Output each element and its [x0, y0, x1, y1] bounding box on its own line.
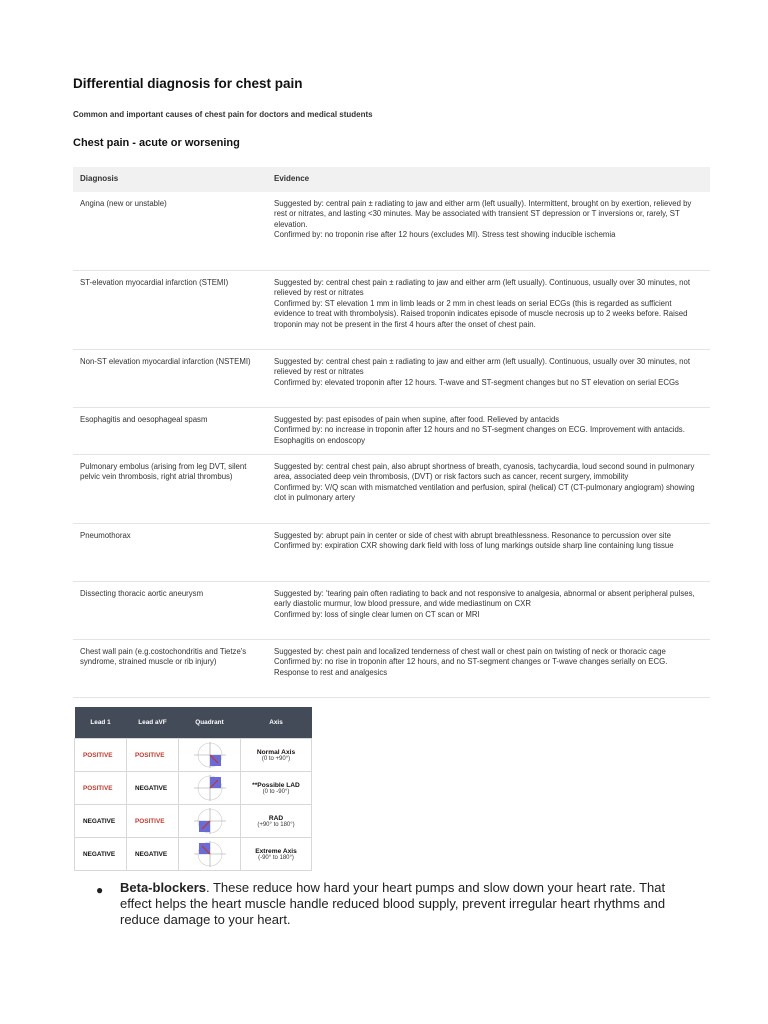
table-row	[73, 271, 710, 350]
axis-result	[241, 838, 312, 871]
evidence-suggested: Suggested by: abrupt pain in center or side of chest with abrupt breathlessness. Resonance to percussion over site	[274, 531, 672, 540]
avf-header: Lead aVF	[127, 707, 179, 739]
axis-header: Axis	[241, 707, 312, 739]
diagnosis-cell: Angina (new or unstable)	[73, 192, 267, 271]
axis-name: **Possible LAD	[252, 781, 300, 789]
diagnosis-cell: Pulmonary embolus (arising from leg DVT, silent pelvic vein thrombosis, right atrial thrombus)	[73, 455, 267, 524]
axis-name: Normal Axis	[256, 748, 296, 756]
axis-range: (+90° to 180°)	[257, 821, 295, 828]
axis-range: (0 to -90°)	[262, 788, 290, 795]
evidence-confirmed: Confirmed by: elevated troponin after 12 hours. T-wave and ST-segment changes but no ST elevation on serial ECGs	[274, 377, 679, 387]
page-subtitle: Common and important causes of chest pain for doctors and medical students	[73, 110, 373, 119]
bullet-text	[120, 880, 700, 928]
quadrant-diagram-icon	[179, 805, 241, 838]
diagnosis-cell: Chest wall pain (e.g.costochondritis and Tietze's syndrome, strained muscle or rib injury)	[73, 640, 267, 698]
axis-row	[75, 805, 312, 838]
evidence-suggested: Suggested by: central chest pain ± radiating to jaw and either arm (left usually). Continuous, usually over 30 minutes, not relieved by rest or nitrates	[274, 278, 691, 298]
axis-header-row	[75, 707, 312, 739]
table-row	[73, 350, 710, 408]
evidence-confirmed: Confirmed by: V/Q scan with mismatched ventilation and perfusion, spiral (helical) CT (CT-pulmonary angiogram) showing clot in pulmonary artery	[274, 482, 695, 503]
diagnosis-cell: Dissecting thoracic aortic aneurysm	[73, 582, 267, 640]
evidence-suggested: Suggested by: chest pain and localized tenderness of chest wall or chest pain on twisting of neck or thoracic cage	[274, 647, 666, 656]
evidence-confirmed: Confirmed by: ST elevation 1 mm in limb leads or 2 mm in chest leads on serial ECGs (this is regarded as sufficient evidence to treat with thrombolysis). Raised troponin indicates episode of muscle necrosis up to 2 weeks before. Raised troponin may not be present in the first 4 hours after the onset of chest pain.	[274, 298, 688, 329]
evidence-cell	[267, 455, 710, 524]
table-row	[73, 640, 710, 698]
diagnosis-header: Diagnosis	[73, 167, 267, 192]
axis-row	[75, 772, 312, 805]
evidence-confirmed: Confirmed by: no troponin rise after 12 hours (excludes MI). Stress test showing inducible ischemia	[274, 230, 616, 240]
evidence-confirmed: Confirmed by: loss of single clear lumen on CT scan or MRI	[274, 609, 480, 619]
lead1-value: POSITIVE	[75, 739, 127, 772]
evidence-confirmed: Confirmed by: expiration CXR showing dark field with loss of lung markings outside sharp line containing lung tissue	[274, 541, 674, 551]
evidence-suggested: Suggested by: past episodes of pain when supine, after food. Relieved by antacids	[274, 415, 560, 424]
lead1-value: POSITIVE	[75, 772, 127, 805]
evidence-cell	[267, 408, 710, 455]
diagnosis-cell: ST-elevation myocardial infarction (STEMI)	[73, 271, 267, 350]
diagnosis-cell: Non-ST elevation myocardial infarction (NSTEMI)	[73, 350, 267, 408]
axis-result	[241, 772, 312, 805]
quadrant-header: Quadrant	[179, 707, 241, 739]
evidence-suggested: Suggested by: central chest pain ± radiating to jaw and either arm (left usually). Continuous, usually over 30 minutes, not relieved by rest or nitrates	[274, 357, 691, 377]
axis-result	[241, 805, 312, 838]
evidence-confirmed: Confirmed by: no rise in troponin after 12 hours, and no ST-segment changes or T-wave changes serially on ECG. Response to rest and analgesics	[274, 657, 668, 677]
table-row	[73, 455, 710, 524]
lead1-header: Lead 1	[75, 707, 127, 739]
bullet-term: Beta-blockers	[120, 880, 206, 895]
bullet-description: . These reduce how hard your heart pumps and slow down your heart rate. That effect helps the heart muscle handle reduced blood supply, prevent irregular heart rhythms and reduce damage to your heart.	[120, 880, 666, 927]
avf-value: NEGATIVE	[127, 838, 179, 871]
bullet-dot-icon: ●	[96, 883, 104, 897]
evidence-confirmed: Confirmed by: no increase in troponin after 12 hours and no ST-segment changes on ECG. Improvement with antacids. Esophagitis on endoscopy	[274, 425, 685, 445]
axis-name: Extreme Axis	[255, 847, 297, 855]
axis-row	[75, 838, 312, 871]
quadrant-diagram-icon	[179, 838, 241, 871]
table-row	[73, 582, 710, 640]
table-row	[73, 192, 710, 271]
evidence-cell	[267, 271, 710, 350]
evidence-suggested: Suggested by: 'tearing pain often radiating to back and not responsive to analgesia, abnormal or absent peripheral pulses, early diastolic murmur, low blood pressure, and wide mediastinum on CXR	[274, 589, 695, 609]
quadrant-diagram-icon	[179, 739, 241, 772]
avf-value: NEGATIVE	[127, 772, 179, 805]
diagnosis-table	[73, 167, 710, 698]
diagnosis-cell: Pneumothorax	[73, 524, 267, 582]
page-title: Differential diagnosis for chest pain	[73, 76, 303, 91]
evidence-header: Evidence	[267, 167, 710, 192]
axis-name: RAD	[268, 814, 284, 822]
evidence-suggested: Suggested by: central chest pain, also abrupt shortness of breath, cyanosis, tachycardia, loud second sound in pulmonary area, associated deep vein thrombosis, (DVT) or risk factors such as cancer, recent surgery, immobility	[274, 462, 695, 482]
evidence-suggested: Suggested by: central pain ± radiating to jaw and either arm (left usually). Intermittent, brought on by exertion, relieved by rest or nitrates, and lasting <30 minutes. May be associated with transient ST depression or T inversions or, rarely, ST elevation.	[274, 199, 692, 229]
ecg-axis-table	[74, 707, 312, 871]
evidence-cell	[267, 192, 710, 271]
lead1-value: NEGATIVE	[75, 805, 127, 838]
diagnosis-cell: Esophagitis and oesophageal spasm	[73, 408, 267, 455]
quadrant-diagram-icon	[179, 772, 241, 805]
section-heading: Chest pain - acute or worsening	[73, 137, 240, 149]
evidence-cell	[267, 350, 710, 408]
axis-range: (-90° to 180°)	[258, 854, 294, 861]
avf-value: POSITIVE	[127, 805, 179, 838]
table-row	[73, 524, 710, 582]
axis-range: (0 to +90°)	[261, 755, 291, 762]
evidence-cell	[267, 524, 710, 582]
lead1-value: NEGATIVE	[75, 838, 127, 871]
table-header-row	[73, 167, 710, 192]
avf-value: POSITIVE	[127, 739, 179, 772]
axis-result	[241, 739, 312, 772]
table-row	[73, 408, 710, 455]
axis-row	[75, 739, 312, 772]
evidence-cell	[267, 640, 710, 698]
evidence-cell	[267, 582, 710, 640]
